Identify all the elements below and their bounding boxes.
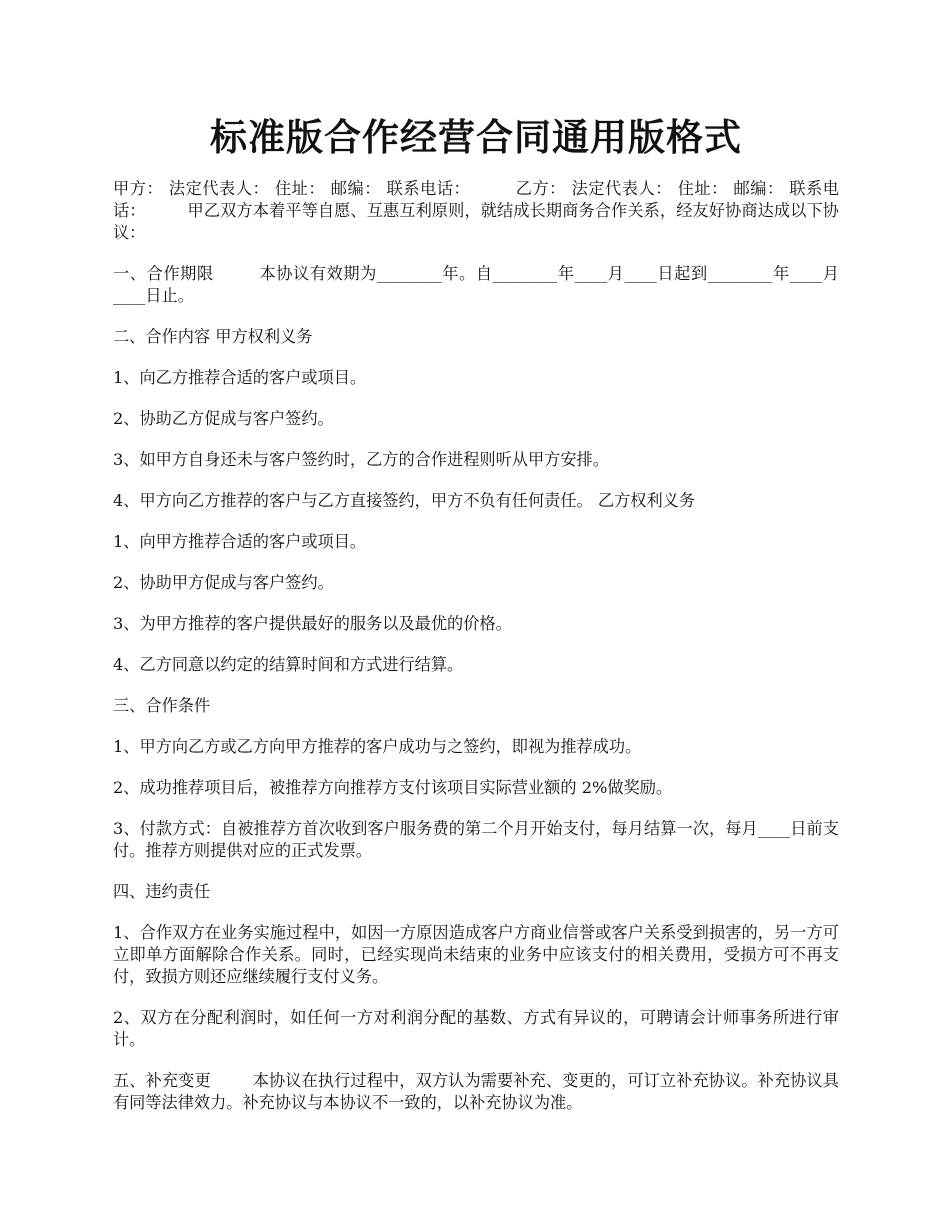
document-title: 标准版合作经营合同通用版格式: [210, 115, 742, 159]
section-supplement: 五、补充变更 本协议在执行过程中，双方认为需要补充、变更的，可订立补充协议。补充协议具有同等法律效力。补充协议与本协议不一致的，以补充协议为准。: [113, 1071, 839, 1112]
clause-party-a-3: 3、如甲方自身还未与客户签约时，乙方的合作进程则听从甲方安排。: [113, 450, 609, 469]
clause-breach-2: 2、双方在分配利润时，如任何一方对利润分配的基数、方式有异议的，可聘请会计师事务所进行审计。: [113, 1008, 839, 1049]
parties-paragraph: 甲方： 法定代表人： 住址： 邮编： 联系电话： 乙方： 法定代表人： 住址： 邮编： 联系电话： 甲乙双方本着平等自愿、互惠互利原则，就结成长期商务合作关系，经友好协商达成以下协议：: [113, 179, 839, 242]
clause-party-a-2: 2、协助乙方促成与客户签约。: [113, 409, 334, 428]
clause-party-a-1: 1、向乙方推荐合适的客户或项目。: [113, 368, 367, 387]
clause-party-b-1: 1、向甲方推荐合适的客户或项目。: [113, 532, 367, 551]
clause-party-b-3: 3、为甲方推荐的客户提供最好的服务以及最优的价格。: [113, 614, 512, 633]
clause-breach-1: 1、合作双方在业务实施过程中，如因一方原因造成客户方商业信誉或客户关系受到损害的，另一方可立即单方面解除合作关系。同时，已经实现尚未结束的业务中应该支付的相关费用，受损方可不再支付，致损方则还应继续履行支付义务。: [113, 923, 839, 986]
clause-condition-3: 3、付款方式：自被推荐方首次收到客户服务费的第二个月开始支付，每月结算一次，每月____日前支付。推荐方则提供对应的正式发票。: [113, 819, 839, 860]
clause-condition-1: 1、甲方向乙方或乙方向甲方推荐的客户成功与之签约，即视为推荐成功。: [113, 737, 642, 756]
clause-party-b-2: 2、协助甲方促成与客户签约。: [113, 573, 334, 592]
term-paragraph: 一、合作期限 本协议有效期为________年。自________年____月____日起到________年____月____日止。: [113, 264, 839, 305]
section-heading-conditions: 三、合作条件: [113, 696, 211, 715]
clause-party-b-4: 4、乙方同意以约定的结算时间和方式进行结算。: [113, 655, 464, 674]
clause-condition-2: 2、成功推荐项目后，被推荐方向推荐方支付该项目实际营业额的 2%做奖励。: [113, 778, 673, 797]
contract-page: [113, 112, 839, 1133]
section-heading-cooperation: 二、合作内容 甲方权利义务: [113, 327, 313, 346]
section-heading-breach: 四、违约责任: [113, 882, 211, 901]
clause-party-a-4: 4、甲方向乙方推荐的客户与乙方直接签约，甲方不负有任何责任。 乙方权利义务: [113, 491, 696, 510]
